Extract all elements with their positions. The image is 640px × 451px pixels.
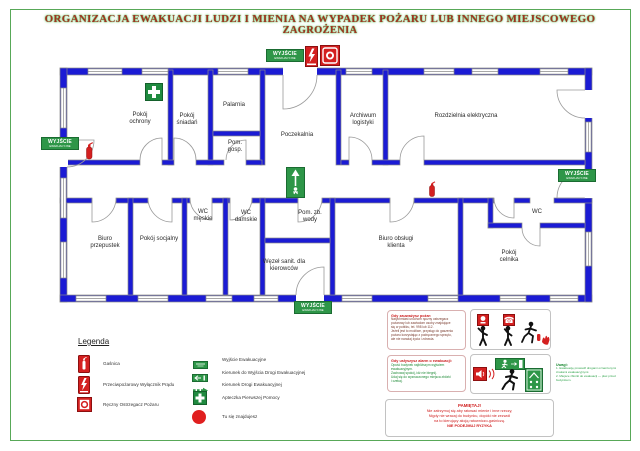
remember-line: na to kierujący akcją ratowniczo-gaśniczą. bbox=[434, 418, 505, 423]
alarm-sounder-icon bbox=[473, 367, 497, 386]
exit-sign-left bbox=[41, 137, 79, 150]
legend-label-kierunek-drogi: Kierunek Drogi Ewakuacyjnej bbox=[222, 382, 282, 387]
svg-text:☎: ☎ bbox=[503, 315, 515, 325]
exit-sign-text: WYJŚCIE bbox=[48, 138, 72, 145]
notes-line: znakami ewakuacyjnymi. bbox=[556, 370, 590, 375]
person-extinguishing-fire-icon bbox=[518, 320, 550, 352]
notes-line: 2. Miejsce zbiórki do ewakuacji — plac przed bbox=[556, 373, 616, 378]
exit-sign-right bbox=[558, 169, 596, 182]
fire-instructions-line: pożaru korzystając z podręcznego sprzętu, bbox=[391, 332, 452, 337]
room-label-wezel-sanitarny: Węzeł sanit. dla kierowców bbox=[262, 259, 306, 272]
fire-instructions-line: Natychmiast uruchom ręczny ostrzegacz bbox=[391, 317, 449, 322]
running-person-icon bbox=[499, 368, 521, 398]
legend-label-rop: Ręczny Ostrzegacz Pożaru bbox=[103, 402, 159, 407]
walls bbox=[60, 68, 592, 302]
room-label-wc-meskie: WC męskie bbox=[193, 209, 213, 222]
room-label-palarnia: Palarnia bbox=[222, 102, 245, 108]
first-aid-icon bbox=[193, 391, 207, 410]
fire-pictogram-box bbox=[470, 309, 551, 350]
fire-instructions-line: się w pobliżu, tel. 998 lub 112. bbox=[391, 324, 434, 329]
room-label-archiwum: Archiwum logistyki bbox=[349, 113, 377, 126]
room-label-pokoj-sniadan: Pokój śniadań bbox=[176, 113, 198, 126]
notes-line: budynkiem. bbox=[556, 377, 572, 382]
page-title-line2: ZAGROŻENIA bbox=[282, 25, 358, 36]
exit-sign-text: EWAKUACYJNE bbox=[49, 144, 71, 148]
room-label-pokoj-ochrony: Pokój ochrony bbox=[129, 112, 151, 125]
remember-title: PAMIĘTAJ! bbox=[457, 402, 481, 408]
room-label-rozdzielnia: Rozdzielnia elektryczna bbox=[434, 113, 498, 119]
alarm-instructions-line: ewakuacyjnym. bbox=[391, 367, 413, 372]
legend-label-kierunek-wyjscia: Kierunek do Wyjścia Drogi Ewakuacyjnej bbox=[222, 370, 306, 375]
evacuation-pictogram-box bbox=[470, 354, 551, 394]
legend-label-wyjscie: Wyjście Ewakuacyjne bbox=[222, 357, 267, 362]
fire-extinguisher-icon bbox=[82, 140, 96, 166]
exit-sign-text: WYJŚCIE bbox=[301, 302, 325, 309]
room-label-wc-damskie: WC damskie bbox=[234, 210, 258, 223]
exit-sign-text: EWAKUACYJNE bbox=[302, 308, 324, 312]
remember-box bbox=[385, 399, 554, 437]
alarm-instructions-title: Gdy usłyszysz alarm o ewakuacji: bbox=[391, 358, 452, 363]
legend-heading: Legenda bbox=[78, 337, 110, 346]
fire-instructions-line: ale nie narażaj życia i zdrowia. bbox=[391, 336, 435, 341]
fire-instructions-box bbox=[387, 310, 466, 350]
fire-alarm-icon bbox=[320, 45, 340, 71]
remember-line: Nie zatrzymuj się aby ratować mienie i inne rzeczy, bbox=[426, 408, 513, 413]
person-calling-icon bbox=[501, 325, 515, 352]
alarm-instructions-line: Udaj się do wyznaczonego miejsca zbiórki bbox=[391, 375, 451, 380]
exit-sign-text: WYJŚCIE bbox=[565, 170, 589, 177]
first-aid-icon bbox=[145, 83, 163, 106]
legend-label-apteczka: Apteczka Pierwszej Pomocy bbox=[222, 395, 280, 400]
remember-footer: NIE PODEJMUJ RYZYKA bbox=[447, 424, 492, 429]
assembly-point-sign-icon bbox=[525, 368, 543, 397]
room-label-biuro-przepustek: Biuro przepustek bbox=[90, 236, 120, 249]
fire-extinguisher-icon bbox=[78, 355, 90, 378]
alarm-instructions-line: i czekaj. bbox=[391, 379, 403, 384]
legend-label-tu-jestes: Tu się znajdujesz bbox=[222, 414, 258, 419]
power-switch-icon bbox=[78, 376, 90, 399]
room-label-wc: WC bbox=[532, 209, 542, 215]
fire-instructions-line: pożarowy lub zawiadom osoby znajdujące bbox=[391, 321, 451, 325]
wall-openings bbox=[59, 67, 593, 303]
exit-sign-text: EWAKUACYJNE bbox=[274, 56, 296, 60]
room-label-pom-gosp: Pom. gosp. bbox=[227, 140, 243, 153]
legend-label-gasnica: Gaśnica bbox=[103, 361, 120, 366]
page-title-line1: ORGANIZACJA EWAKUACJI LUDZI I MIENIA NA WYPADEK POŻARU LUB INNEGO MIEJSCOWEGO bbox=[44, 13, 596, 25]
fire-instructions-title: Gdy zauważysz pożar: bbox=[391, 313, 432, 318]
notes-block bbox=[556, 363, 636, 382]
fire-extinguisher-icon bbox=[426, 180, 438, 203]
room-label-pokoj-celnika: Pokój celnika bbox=[499, 250, 519, 263]
alarm-instructions-line: Opuść budynek najbliższym wyjściem bbox=[391, 363, 445, 368]
alarm-instructions-line: Zachowaj spokój, idź nie biegnij. bbox=[391, 371, 437, 376]
evacuation-direction-sign bbox=[286, 167, 305, 203]
exit-sign-text: WYJŚCIE bbox=[273, 50, 297, 57]
power-switch-icon bbox=[305, 46, 318, 72]
room-label-biuro-obslugi: Biuro obsługi klienta bbox=[378, 236, 414, 249]
windows bbox=[61, 69, 591, 301]
notes-line: 1. Ewakuację prowadź drogami oznaczonymi bbox=[556, 366, 617, 371]
exit-sign-top bbox=[266, 49, 304, 62]
legend-label-wylacznik: Przeciwpożarowy Wyłącznik Prądu bbox=[103, 382, 175, 387]
exit-sign-bottom bbox=[294, 301, 332, 314]
you-are-here-icon bbox=[192, 410, 206, 424]
alarm-instructions-box bbox=[387, 355, 466, 392]
person-pressing-alarm-icon bbox=[476, 325, 490, 352]
room-label-poczekalnia: Poczekalnia bbox=[280, 132, 314, 138]
fire-instructions-line: Jeżeli jest to możliwe, przystąp do gaszenia bbox=[391, 328, 453, 333]
fire-alarm-icon bbox=[77, 397, 92, 417]
notes-title: Uwagi: bbox=[556, 363, 568, 367]
remember-line: Nigdy nie wracaj do budynku, dopóki nie zezwoli bbox=[428, 413, 511, 418]
room-label-pokoj-socjalny: Pokój socjalny bbox=[139, 236, 179, 242]
room-label-pom-zb-wody: Pom. zb. wody bbox=[298, 210, 322, 223]
exit-sign-text: EWAKUACYJNE bbox=[566, 176, 588, 180]
